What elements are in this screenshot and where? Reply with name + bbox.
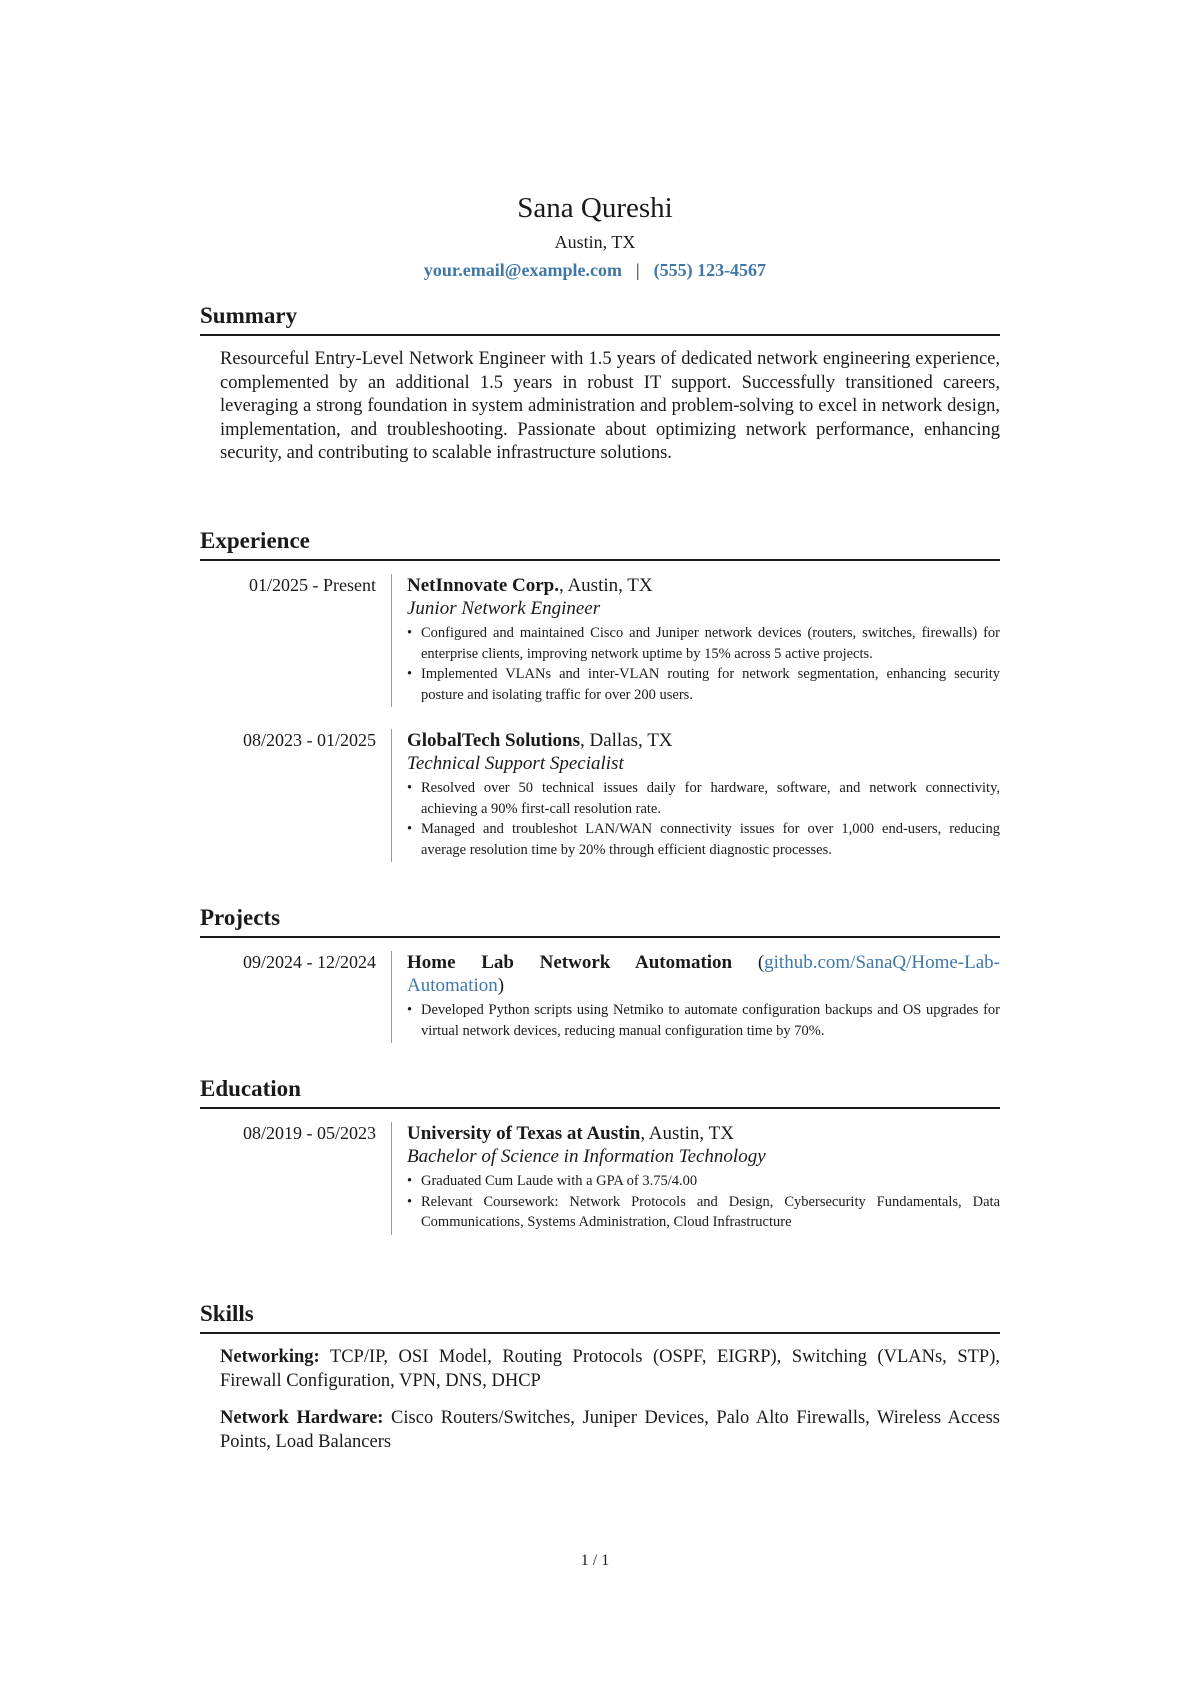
- section-title-education: Education: [200, 1076, 301, 1101]
- section-title-projects: Projects: [200, 905, 281, 930]
- summary-section: [200, 302, 1000, 466]
- education-entry: [200, 1122, 1000, 1235]
- page-number: 1 / 1: [580, 1552, 610, 1569]
- project-link-open: (: [732, 952, 765, 973]
- bullet-item: • Managed and troubleshot LAN/WAN connectivity issues for over 1,000 end-users, reducing average resolution time by 20% through efficient diagnostic processes.: [407, 819, 1000, 860]
- phone-link[interactable]: (555) 123-4567: [653, 260, 767, 280]
- section-divider: [200, 334, 1000, 336]
- experience-entry: [200, 574, 1000, 707]
- entry-location: , Dallas, TX: [580, 730, 673, 751]
- bullet-item: • Graduated Cum Laude with a GPA of 3.75/4.00: [407, 1171, 1000, 1192]
- entry-organization: University of Texas at Austin: [407, 1123, 641, 1144]
- entry-degree: Bachelor of Science in Information Technology: [407, 1146, 766, 1167]
- entry-org-line: [407, 1122, 1000, 1145]
- entry-bullets: [407, 623, 1000, 705]
- section-divider: [200, 936, 1000, 938]
- skill-text: TCP/IP, OSI Model, Routing Protocols (OSPF, EIGRP), Switching (VLANs, STP), Firewall Configuration, VPN, DNS, DHCP: [220, 1347, 1000, 1391]
- entry-bullets: [407, 778, 1000, 860]
- contact-line: [0, 258, 1190, 282]
- skill-text: Cisco Routers/Switches, Juniper Devices, Palo Alto Firewalls, Wireless Access Points, Load Balancers: [220, 1408, 1001, 1452]
- entry-org-line: [407, 729, 1000, 752]
- section-divider: [200, 1107, 1000, 1109]
- bullet-item: • Resolved over 50 technical issues daily for hardware, software, and network connectivity, achieving a 90% first-call resolution rate.: [407, 778, 1000, 819]
- section-title-skills: Skills: [200, 1301, 254, 1326]
- project-link[interactable]: github.com/SanaQ/Home-Lab-Automation: [407, 952, 1000, 996]
- entry-location: , Austin, TX: [640, 1123, 734, 1144]
- email-link[interactable]: your.email@example.com: [423, 260, 622, 280]
- section-divider: [200, 559, 1000, 561]
- entry-body: [391, 729, 1000, 862]
- candidate-name: Sana Qureshi: [517, 192, 673, 224]
- experience-entry: [200, 729, 1000, 862]
- project-entry: [200, 951, 1000, 1043]
- skill-item: [220, 1407, 1000, 1454]
- skill-item: [220, 1346, 1000, 1393]
- entry-date: 01/2025 - Present: [249, 575, 376, 595]
- bullet-item: • Relevant Coursework: Network Protocols and Design, Cybersecurity Fundamentals, Data Communications, Systems Administration, Cloud Infrastructure: [407, 1192, 1000, 1233]
- skill-label: Networking:: [220, 1347, 320, 1367]
- skills-section: [200, 1300, 1000, 1454]
- project-link-close: ): [497, 975, 505, 996]
- entry-organization: NetInnovate Corp.: [407, 575, 559, 596]
- entry-org-line: [407, 574, 1000, 597]
- entry-role: Technical Support Specialist: [407, 753, 624, 774]
- entry-role: Junior Network Engineer: [407, 598, 601, 619]
- contact-separator: |: [635, 260, 640, 280]
- bullet-item: • Implemented VLANs and inter-VLAN routing for network segmentation, enhancing security posture and isolating traffic for over 200 users.: [407, 664, 1000, 705]
- project-name: Home Lab Network Automation: [407, 952, 733, 973]
- resume-header: [0, 190, 1190, 282]
- bullet-item: • Developed Python scripts using Netmiko to automate configuration backups and OS upgrades for virtual network devices, reducing manual configuration time by 70%.: [407, 1000, 1000, 1041]
- entry-body: [391, 574, 1000, 707]
- projects-section: [200, 904, 1000, 1043]
- bullet-item: • Configured and maintained Cisco and Juniper network devices (routers, switches, firewalls) for enterprise clients, improving network uptime by 15% across 5 active projects.: [407, 623, 1000, 664]
- project-title-line: [407, 951, 1000, 997]
- section-divider: [200, 1332, 1000, 1334]
- entry-date: 09/2024 - 12/2024: [243, 952, 376, 972]
- entry-body: [391, 951, 1000, 1043]
- entry-location: , Austin, TX: [559, 575, 653, 596]
- candidate-location: Austin, TX: [554, 232, 636, 252]
- section-title-summary: Summary: [200, 303, 298, 328]
- summary-text: Resourceful Entry-Level Network Engineer with 1.5 years of dedicated network engineering experience, complemented by an additional 1.5 years in robust IT support. Successfully transitioned careers, leveraging a strong foundation in system administration and problem-solving to excel in network design, implementation, and troubleshooting. Passionate about optimizing network performance, enhancing security, and contributing to scalable infrastructure solutions.: [220, 349, 1000, 463]
- entry-date: 08/2019 - 05/2023: [243, 1123, 376, 1143]
- entry-bullets: [407, 1171, 1000, 1233]
- entry-organization: GlobalTech Solutions: [407, 730, 580, 751]
- entry-bullets: [407, 1000, 1000, 1041]
- entry-body: [391, 1122, 1000, 1235]
- skill-label: Network Hardware:: [220, 1408, 384, 1428]
- entry-date: 08/2023 - 01/2025: [243, 730, 376, 750]
- experience-section: [200, 527, 1000, 862]
- education-section: [200, 1075, 1000, 1235]
- section-title-experience: Experience: [200, 528, 310, 553]
